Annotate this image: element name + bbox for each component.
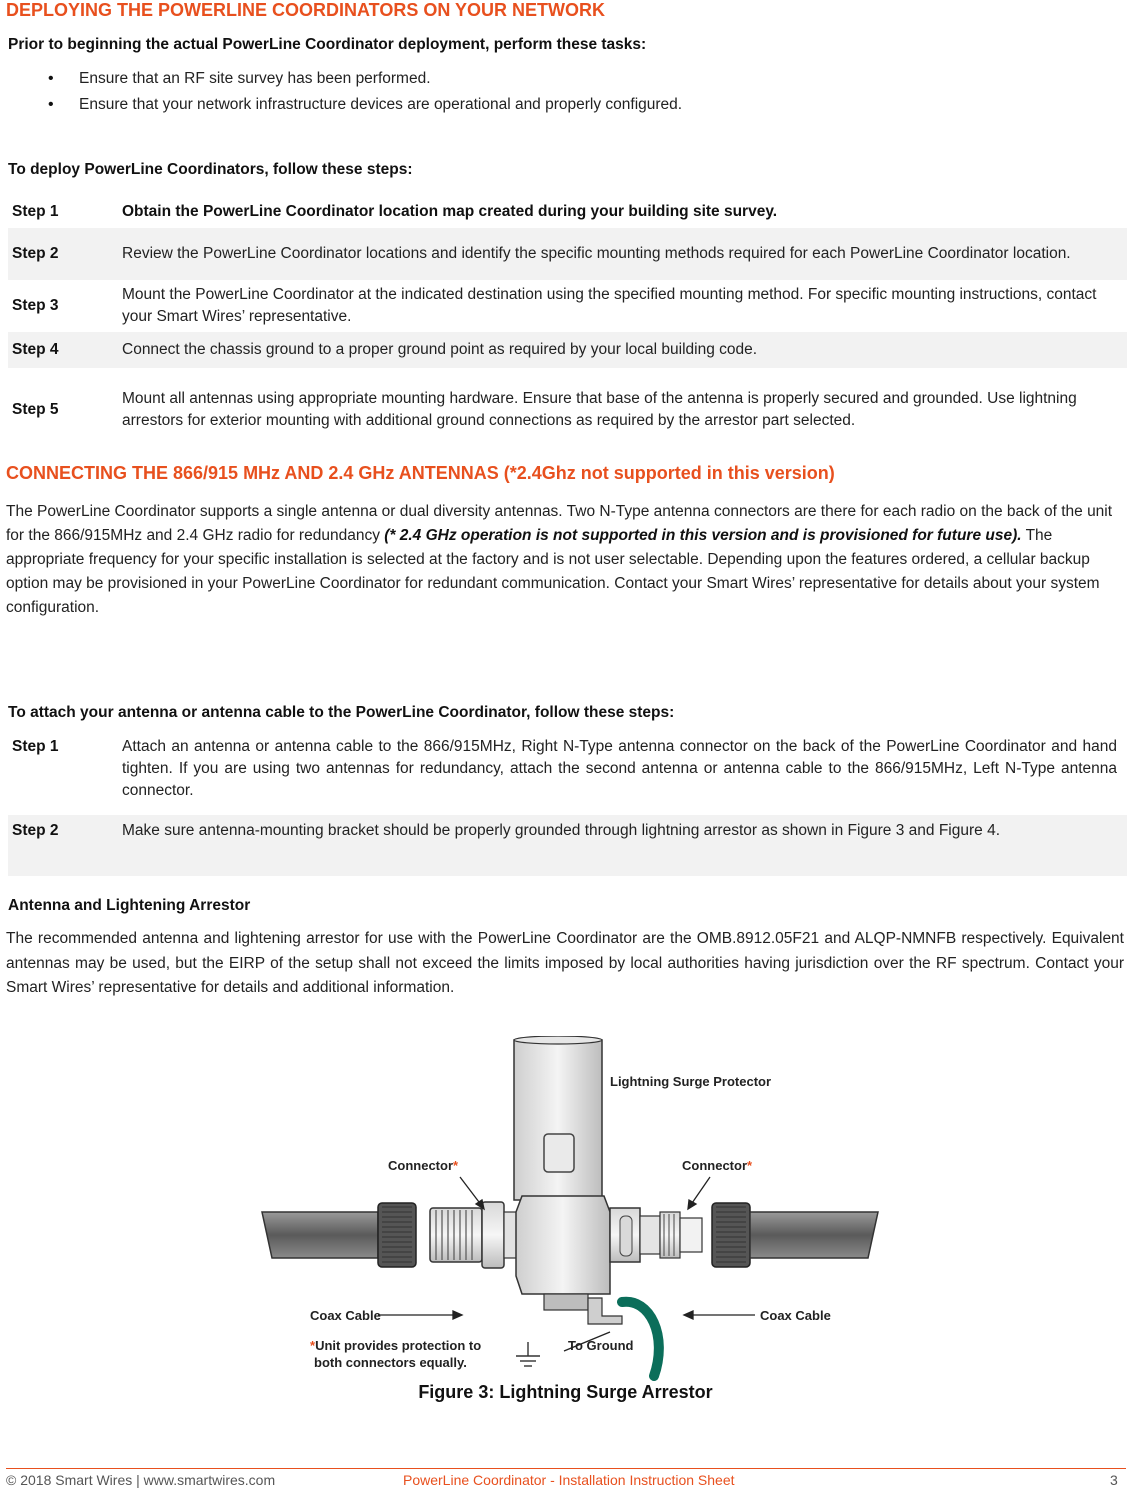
- note-line1: Unit provides protection to: [315, 1338, 482, 1353]
- step-label: Step 3: [12, 297, 59, 314]
- lightning-arrestor-figure: [250, 1036, 890, 1381]
- step-label: Step 1: [12, 202, 59, 220]
- coax-cable-left: [262, 1212, 378, 1258]
- antenna-paragraph: [6, 500, 1124, 620]
- footer-page-number: 3: [1110, 1472, 1118, 1488]
- step-text: Review the PowerLine Coordinator locations and identify the specific mounting methods required for each PowerLine Coordinator location.: [122, 245, 1071, 262]
- table-row: [8, 815, 1127, 876]
- footer-divider: [6, 1468, 1126, 1469]
- step-text: Attach an antenna or antenna cable to the 866/915MHz, Right N-Type antenna connector on the back of the PowerLine Coordinator and hand tighten. If you are using two antennas for redundancy, attach the second antenna or antenna cable to the 866/915MHz, Left N-Type antenna connector.: [122, 738, 1117, 799]
- protector-window: [544, 1134, 574, 1172]
- protector-tube: [514, 1040, 602, 1200]
- arrestor-body: [516, 1196, 610, 1294]
- step-label: Step 4: [12, 341, 59, 358]
- label-connector-left: Connector: [388, 1158, 453, 1173]
- label-protector: Lightning Surge Protector: [610, 1074, 772, 1089]
- table-row: [8, 195, 1127, 228]
- table-row: [8, 733, 1127, 815]
- label-connector-right: Connector: [682, 1158, 747, 1173]
- step-text: Make sure antenna-mounting bracket should be properly grounded through lightning arrestor as shown in Figure 3 and Figure 4.: [122, 822, 1000, 839]
- step-label: Step 2: [12, 822, 59, 839]
- label-coax-right: Coax Cable: [760, 1308, 831, 1323]
- asterisk-left: *: [453, 1158, 459, 1173]
- label-ground: To Ground: [568, 1338, 634, 1353]
- ground-symbol-icon: [516, 1342, 540, 1366]
- antenna-paragraph-emphasis: (* 2.4 GHz operation is not supported in this version and is provisioned for future use).: [384, 527, 1022, 544]
- step-label: Step 1: [12, 738, 59, 755]
- antenna-paragraph-part2: The appropriate frequency for your specific installation is selected at the factory and is not user selectable. Depending upon the features ordered, a cellular backup option may be provisioned in your PowerLine Coordinator for redundant communication. Contact your Smart Wires’ representative for details about your system configuration.: [6, 527, 1100, 616]
- prior-tasks-intro: Prior to beginning the actual PowerLine Coordinator deployment, perform these tasks:: [8, 36, 647, 53]
- attach-steps-intro: To attach your antenna or antenna cable to the PowerLine Coordinator, follow these steps:: [8, 704, 675, 721]
- svg-text:Connector*: [388, 1158, 459, 1173]
- step-text: Connect the chassis ground to a proper ground point as required by your local building code.: [122, 341, 758, 358]
- note-line2: both connectors equally.: [314, 1355, 467, 1370]
- heading-connecting-antennas: CONNECTING THE 866/915 MHz AND 2.4 GHz ANTENNAS (*2.4Ghz not supported in this version): [6, 463, 835, 483]
- connector-left: [430, 1208, 482, 1262]
- asterisk-note: *: [310, 1338, 316, 1353]
- attach-steps-table: [8, 733, 1127, 876]
- step-text: Obtain the PowerLine Coordinator location map created during your building site survey.: [122, 202, 778, 220]
- step-text: Mount the PowerLine Coordinator at the indicated destination using the specified mounting method. For specific mounting instructions, contact your Smart Wires’ representative.: [122, 286, 1097, 325]
- arrestor-paragraph: The recommended antenna and lightening arrestor for use with the PowerLine Coordinator are the OMB.8912.05F21 and ALQP-NMNFB respectively. Equivalent antennas may be used, but the EIRP of the setup shall not exceed the limits imposed by local authorities having jurisdiction over the RF spectrum. Contact your Smart Wires’ representative for details and additional information.: [6, 930, 1124, 996]
- list-item: • Ensure that your network infrastructure devices are operational and properly configured.: [58, 92, 1058, 118]
- arrestor-heading: Antenna and Lightening Arrestor: [8, 897, 251, 914]
- antenna-paragraph-part1: The PowerLine Coordinator supports a single antenna or dual diversity antennas. Two N-Type antenna connectors are there for each radio on the back of the unit for the 866/915MHz and 2.4 GHz radio for redundancy: [6, 503, 1113, 544]
- footer-copyright: © 2018 Smart Wires | www.smartwires.com: [6, 1472, 276, 1488]
- table-row: [8, 368, 1127, 452]
- svg-text:*Unit provides protection to: [310, 1338, 481, 1353]
- footer-doc-title: PowerLine Coordinator - Installation Instruction Sheet: [403, 1472, 735, 1488]
- table-row: [8, 332, 1127, 368]
- table-row: [8, 228, 1127, 280]
- table-row: [8, 280, 1127, 332]
- step-text: Mount all antennas using appropriate mounting hardware. Ensure that base of the antenna is properly secured and grounded. Use lightning arrestors for exterior mounting with additional ground connections as required by the arrestor part selected.: [122, 390, 1077, 429]
- figure-caption: Figure 3: Lightning Surge Arrestor: [418, 1382, 713, 1402]
- asterisk-right: *: [747, 1158, 753, 1173]
- svg-text:Connector*: [682, 1158, 753, 1173]
- step-label: Step 2: [12, 245, 59, 262]
- prior-tasks-list: [58, 66, 1058, 118]
- deploy-steps-intro: To deploy PowerLine Coordinators, follow these steps:: [8, 161, 413, 178]
- connector-right: [680, 1218, 702, 1252]
- heading-deploying: DEPLOYING THE POWERLINE COORDINATORS ON YOUR NETWORK: [6, 0, 606, 20]
- label-coax-left: Coax Cable: [310, 1308, 381, 1323]
- deploy-steps-table: [8, 195, 1127, 452]
- step-label: Step 5: [12, 401, 59, 418]
- coax-cable-right: [750, 1212, 878, 1258]
- list-item: • Ensure that an RF site survey has been performed.: [58, 66, 1058, 92]
